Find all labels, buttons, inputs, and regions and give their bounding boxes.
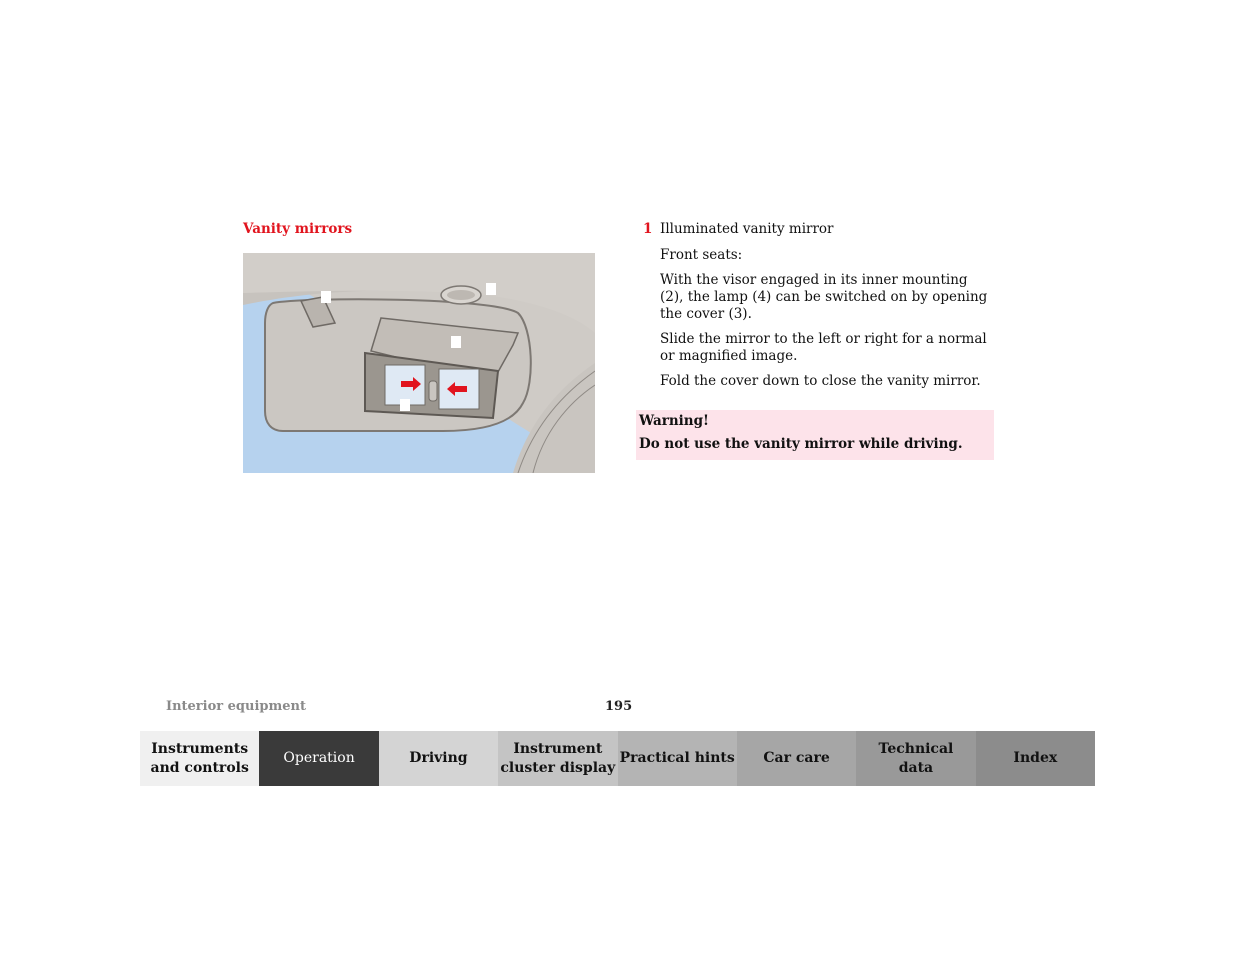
nav-tab-instruments-and-controls[interactable]: Instruments and controls	[140, 731, 259, 786]
item-label: Illuminated vanity mirror	[660, 221, 834, 237]
section-title: Vanity mirrors	[243, 221, 353, 237]
nav-tab-instrument-cluster-display[interactable]: Instrument cluster display	[498, 731, 617, 786]
paragraph: With the visor engaged in its inner mounting (2), the lamp (4) can be switched on by opening the cover (3).	[660, 272, 988, 322]
footer-section-label: Interior equipment	[166, 699, 306, 714]
item-row	[643, 221, 995, 238]
warning-title: Warning!	[639, 413, 709, 429]
nav-tab-technical-data[interactable]: Technical data	[856, 731, 975, 786]
callout-box	[486, 283, 496, 295]
warning-box	[636, 410, 994, 460]
chapter-nav-bar	[140, 731, 1095, 786]
nav-tab-practical-hints[interactable]: Practical hints	[618, 731, 737, 786]
paragraph: Slide the mirror to the left or right for a normal or magnified image.	[660, 331, 987, 364]
paragraph: Front seats:	[660, 247, 743, 263]
vanity-mirror-illustration	[243, 253, 595, 473]
item-number: 1	[643, 221, 653, 237]
nav-tab-driving[interactable]: Driving	[379, 731, 498, 786]
callout-box	[400, 399, 410, 411]
instructions	[643, 221, 995, 398]
warning-text: Do not use the vanity mirror while driving.	[639, 436, 963, 452]
callout-box	[451, 336, 461, 348]
callout-box	[321, 291, 331, 303]
nav-tab-index[interactable]: Index	[976, 731, 1095, 786]
page-number: 195	[605, 699, 633, 714]
nav-tab-car-care[interactable]: Car care	[737, 731, 856, 786]
nav-tab-operation[interactable]: Operation	[259, 731, 378, 786]
paragraph: Fold the cover down to close the vanity mirror.	[660, 373, 981, 389]
